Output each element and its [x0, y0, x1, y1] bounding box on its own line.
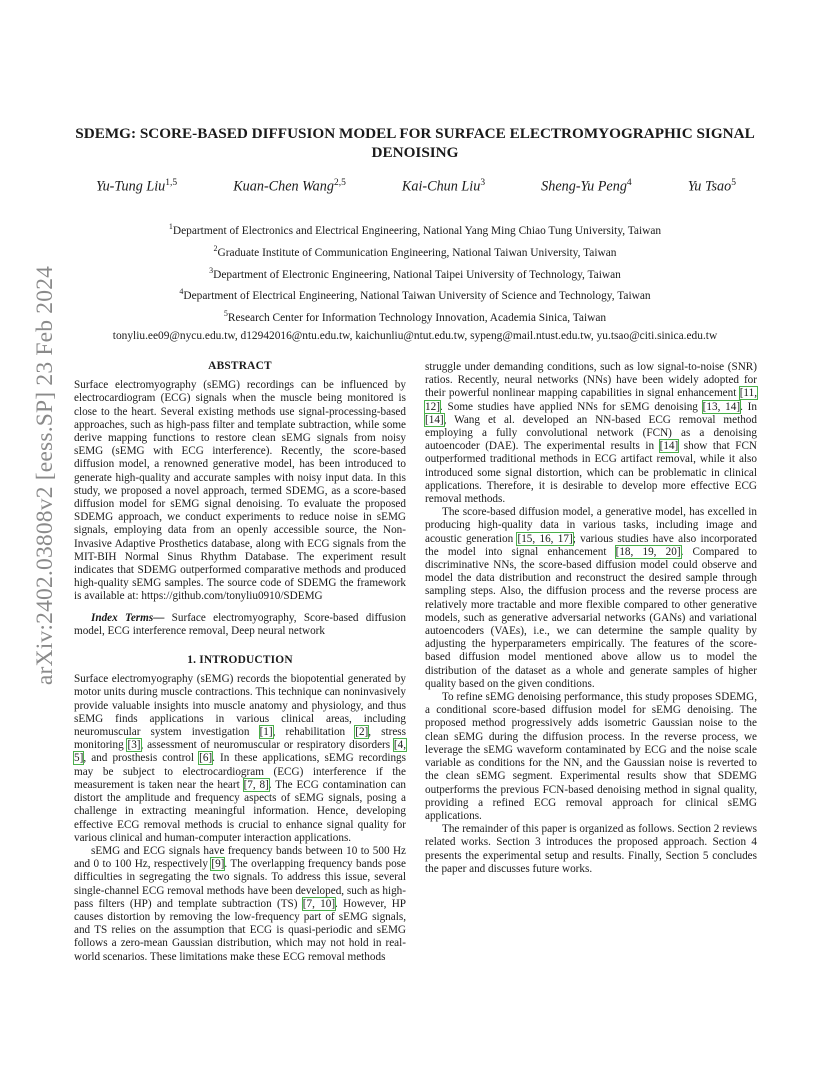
author: Sheng-Yu Peng$^4$: [541, 178, 632, 195]
affiliation: $^5$Research Center for Information Technology Innovation, Academia Sinica, Taiwan: [223, 309, 607, 324]
citation-link[interactable]: [18, 19, 20]: [615, 545, 681, 558]
intro-paragraph: The remainder of this paper is organized as follows. Section 2 reviews related works. Section 3 introduces the proposed approach. Section 4 presents the experimental setup and results. Finally, Section 5 concludes the paper and discusses future works.: [425, 823, 757, 875]
affiliation: $^4$Department of Electrical Engineering, National Taiwan University of Science and Technology, Taiwan: [179, 287, 651, 303]
citation-link[interactable]: [1]: [259, 726, 273, 739]
citation-link[interactable]: [7, 10]: [302, 897, 336, 910]
citation-link[interactable]: [14]: [659, 440, 679, 453]
intro-paragraph: sEMG and ECG signals have frequency bands between 10 to 500 Hz and 0 to 100 Hz, respectively [9]. The overlapping frequency bands pose difficulties in segregating the two signals. To address this issue, several single-channel ECG removal methods have been developed, such as high-pass filters (HP) and template subtraction (TS) [7, 10]. However, HP causes distortion by removing the low-frequency part of sEMG signals, and TS relies on the assumption that ECG is quasi-periodic and sEMG follows a zero-mean Gaussian distribution, which may not hold in real-world scenarios. These limitations make these ECG removal methods: [74, 844, 406, 963]
affiliation: $^2$Graduate Institute of Communication Engineering, National Taiwan University, Taiwan: [213, 243, 617, 259]
paper-title: SDEMG: SCORE-BASED DIFFUSION MODEL FOR SURFACE ELECTROMYOGRAPHIC SIGNAL DENOISING: [75, 125, 755, 161]
intro-paragraph: Surface electromyography (sEMG) records the biopotential generated by motor units during muscle contractions. This technique can noninvasively provide valuable insights into muscle anatomy and physiology, and thus sEMG finds applications in various clinical areas, including neuromuscular system investigation [1], rehabilitation [2], stress monitoring [3], assessment of neuromuscular or respiratory disorders [4, 5], and prosthesis control [6]. In these applications, sEMG recordings may be subject to electrocardiogram (ECG) interference if the measurement is taken near the heart [7, 8]. The ECG contamination can distort the amplitude and frequency aspects of sEMG signals, posing a challenge in extracting meaningful information. Hence, developing effective ECG removal methods is crucial to enhance signal quality for various clinical and human-computer interaction applications.: [74, 673, 407, 844]
abstract-heading: ABSTRACT: [208, 360, 272, 372]
author-emails[interactable]: tonyliu.ee09@nycu.edu.tw, d12942016@ntu.edu.tw, kaichunliu@ntut.edu.tw, sypeng@mail.ntust.edu.tw, yu.tsao@citi.sinica.edu.tw: [112, 329, 718, 342]
author: Kuan-Chen Wang$^{2,5}$: [233, 178, 346, 195]
right-column: [425, 361, 757, 876]
affiliation: $^1$Department of Electronics and Electrical Engineering, National Yang Ming Chiao Tung University, Taiwan: [168, 222, 662, 237]
citation-link[interactable]: [2]: [355, 726, 369, 739]
affiliations: [60, 218, 770, 345]
author: Yu-Tung Liu$^{1,5}$: [96, 178, 178, 195]
abstract-text: Surface electromyography (sEMG) recordings can be influenced by electrocardiogram (ECG) signals when the muscle being monitored is close to the heart. Several existing methods use signal-processing-based approaches, such as high-pass filter and template subtraction, while some derive mapping functions to restore clean sEMG signals from noisy sEMG (sEMG with ECG interference). Recently, the score-based diffusion model, a renowned generative model, has been introduced to generate high-quality and accurate samples with noisy input data. In this study, we proposed a novel approach, termed SDEMG, as a score-based diffusion model for sEMG signal denoising. To evaluate the proposed SDEMG approach, we conduct experiments to reduce noise in sEMG signals, employing data from an openly accessible source, the Non-Invasive Adaptive Prosthetics database, along with ECG signals from the MIT-BIH Normal Sinus Rhythm Database. The experiment result indicates that SDEMG outperformed comparative methods and produced high-quality sEMG samples. The source code of SDEMG the framework is available at: https://github.com/tonyliu0910/SDEMG: [74, 379, 406, 603]
intro-paragraph-continued: struggle under demanding conditions, such as low signal-to-noise (SNR) ratios. Recently, neural networks (NNs) have been widely adopted for their powerful nonlinear mapping capabilities in signal enhancement [11, 12]. Some studies have applied NNs for sEMG denoising [13, 14]. In [14], Wang et al. developed an NN-based ECG removal method employing a fully convolutional network (FCN) as a denoising autoencoder (DAE). The experimental results in [14] show that FCN outperformed traditional methods in ECG artifact removal, while it also introduced some signal distortion, which can be problematic in clinical applications. Therefore, it is desirable to develop more effective ECG removal methods.: [425, 361, 757, 506]
intro-paragraph: The score-based diffusion model, a generative model, has excelled in producing high-quality data in various tasks, including image and acoustic generation [15, 16, 17]; various studies have also incorporated the model into signal enhancement [18, 19, 20]. Compared to discriminative NNs, the score-based diffusion model could observe and model the data distribution and reconstruct the desired sample through sampling steps. Also, the diffusion process and the reverse process are relatively more tractable and more flexible compared to other generative models, such as generative adversarial networks (GANs) and variational autoencoders (VAEs), i.e., we can determine the sample quality by adjusting the hyperparameters empirically. The features of the score-based diffusion model mentioned above allow us to model the distribution of the dataset as a whole and generate samples of higher quality based on the given conditions.: [425, 506, 758, 690]
citation-link[interactable]: [13, 14]: [702, 400, 741, 413]
citation-link[interactable]: [6]: [199, 752, 213, 765]
citation-link[interactable]: [14]: [425, 413, 444, 426]
affiliation: $^3$Department of Electronic Engineering, National Taipei University of Technology, Taiwan: [209, 265, 621, 281]
citation-link[interactable]: [7, 8]: [243, 778, 269, 791]
introduction-heading: 1. INTRODUCTION: [187, 654, 293, 667]
left-column: [74, 360, 406, 964]
citation-link[interactable]: [4, 5]: [74, 739, 406, 765]
author: Kai-Chun Liu$^3$: [401, 178, 486, 195]
arxiv-identifier: arXiv:2402.03808v2 [eess.SP] 23 Feb 2024: [32, 265, 59, 685]
author-list: [96, 178, 736, 198]
citation-link[interactable]: [15, 16, 17]: [517, 532, 573, 545]
index-terms: Index Terms— Surface electromyography, Score-based diffusion model, ECG interference removal, Deep neural network: [74, 611, 406, 637]
citation-link[interactable]: [3]: [127, 739, 141, 752]
citation-link[interactable]: [9]: [211, 858, 225, 871]
intro-paragraph: To refine sEMG denoising performance, this study proposes SDEMG, a conditional score-based diffusion model for sEMG denoising. The proposed method progressively adds isometric Gaussian noise to the clean sEMG during the diffusion process. In the reverse process, we leverage the sEMG waveform contaminated by ECG and the noise scale variable as conditions for the NN, and the Gaussian noise is reverted to the clean sEMG segment. Experimental results show that SDEMG outperforms the previous FCN-based denoising method in signal quality, providing a refined ECG removal approach for clinical sEMG applications.: [425, 691, 757, 822]
author: Yu Tsao$^5$: [687, 178, 736, 195]
citation-link[interactable]: [11, 12]: [425, 387, 757, 413]
